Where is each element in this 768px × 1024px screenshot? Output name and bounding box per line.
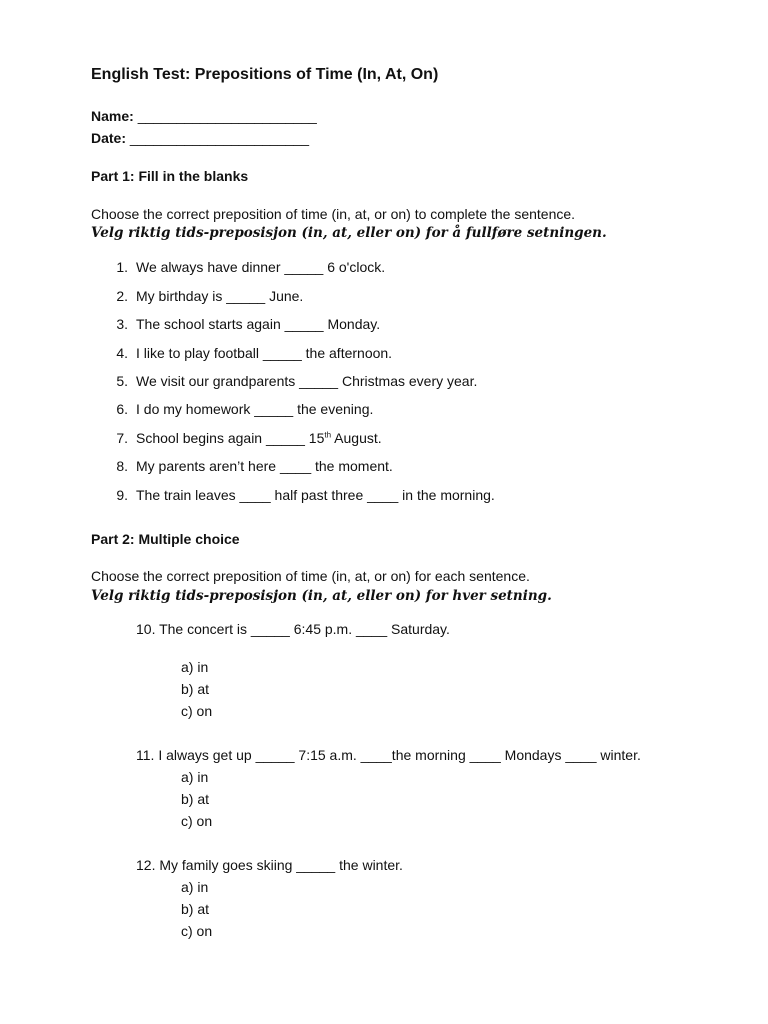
- question-text: We always have dinner _____ 6 o'clock.: [136, 259, 386, 275]
- question-text: The train leaves ____ half past three ____ in the morning.: [136, 487, 495, 503]
- option-a[interactable]: a) in: [181, 769, 209, 785]
- option-b[interactable]: b) at: [181, 791, 210, 807]
- question-number: 6.: [116, 401, 128, 417]
- option-c[interactable]: c) on: [181, 703, 213, 719]
- question-10: 10. The concert is _____ 6:45 p.m. ____ Saturday.: [136, 621, 450, 637]
- option-a[interactable]: a) in: [181, 879, 209, 895]
- question-9: [0, 487, 768, 507]
- question-text-before: School begins again _____ 15: [136, 430, 325, 446]
- part1-instruction-no: Velg riktig tids-preposisjon (in, at, eller on) for å fullføre setningen.: [91, 225, 607, 241]
- part2-instruction-en: Choose the correct preposition of time (in, at, or on) for each sentence.: [91, 568, 530, 584]
- option-c[interactable]: c) on: [181, 813, 213, 829]
- question-number: 3.: [116, 316, 128, 332]
- question-text: The school starts again _____ Monday.: [136, 316, 381, 332]
- option-b[interactable]: b) at: [181, 901, 210, 917]
- name-label: Name:: [91, 108, 134, 124]
- question-text: My birthday is _____ June.: [136, 288, 304, 304]
- ordinal-suffix: th: [324, 430, 332, 440]
- question-text: I like to play football _____ the afternoon.: [136, 345, 393, 361]
- question-text: We visit our grandparents _____ Christmas every year.: [136, 373, 478, 389]
- question-text: I do my homework _____ the evening.: [136, 401, 374, 417]
- question-text: [136, 430, 382, 446]
- question-7: [0, 430, 768, 450]
- question-11: 11. I always get up _____ 7:15 a.m. ____the morning ____ Mondays ____ winter.: [136, 747, 641, 763]
- date-label: Date:: [91, 130, 127, 146]
- name-field[interactable]: [91, 108, 317, 124]
- question-number: 1.: [116, 259, 128, 275]
- question-2: [0, 288, 768, 308]
- question-number: 4.: [116, 345, 128, 361]
- question-number: 5.: [116, 373, 128, 389]
- option-a[interactable]: a) in: [181, 659, 209, 675]
- part1-instruction-en: Choose the correct preposition of time (in, at, or on) to complete the sentence.: [91, 206, 576, 222]
- question-number: 7.: [116, 430, 128, 446]
- question-4: [0, 345, 768, 365]
- question-text-after: August.: [331, 430, 382, 446]
- question-number: 2.: [116, 288, 128, 304]
- part2-heading: Part 2: Multiple choice: [91, 531, 240, 547]
- question-12: 12. My family goes skiing _____ the winter.: [136, 857, 403, 873]
- question-number: 9.: [116, 487, 128, 503]
- name-line: _______________________: [137, 108, 317, 124]
- part1-heading: Part 1: Fill in the blanks: [91, 168, 249, 184]
- question-text: My parents aren’t here ____ the moment.: [136, 458, 393, 474]
- question-8: [0, 458, 768, 478]
- question-1: [0, 259, 768, 279]
- question-5: [0, 373, 768, 393]
- option-b[interactable]: b) at: [181, 681, 210, 697]
- question-6: [0, 401, 768, 421]
- page-title: English Test: Prepositions of Time (In, At, On): [91, 66, 439, 83]
- date-line: _______________________: [129, 130, 309, 146]
- question-number: 8.: [116, 458, 128, 474]
- part2-instruction-no: Velg riktig tids-preposisjon (in, at, eller on) for hver setning.: [91, 588, 552, 604]
- question-3: [0, 316, 768, 336]
- option-c[interactable]: c) on: [181, 923, 213, 939]
- date-field[interactable]: [91, 130, 309, 146]
